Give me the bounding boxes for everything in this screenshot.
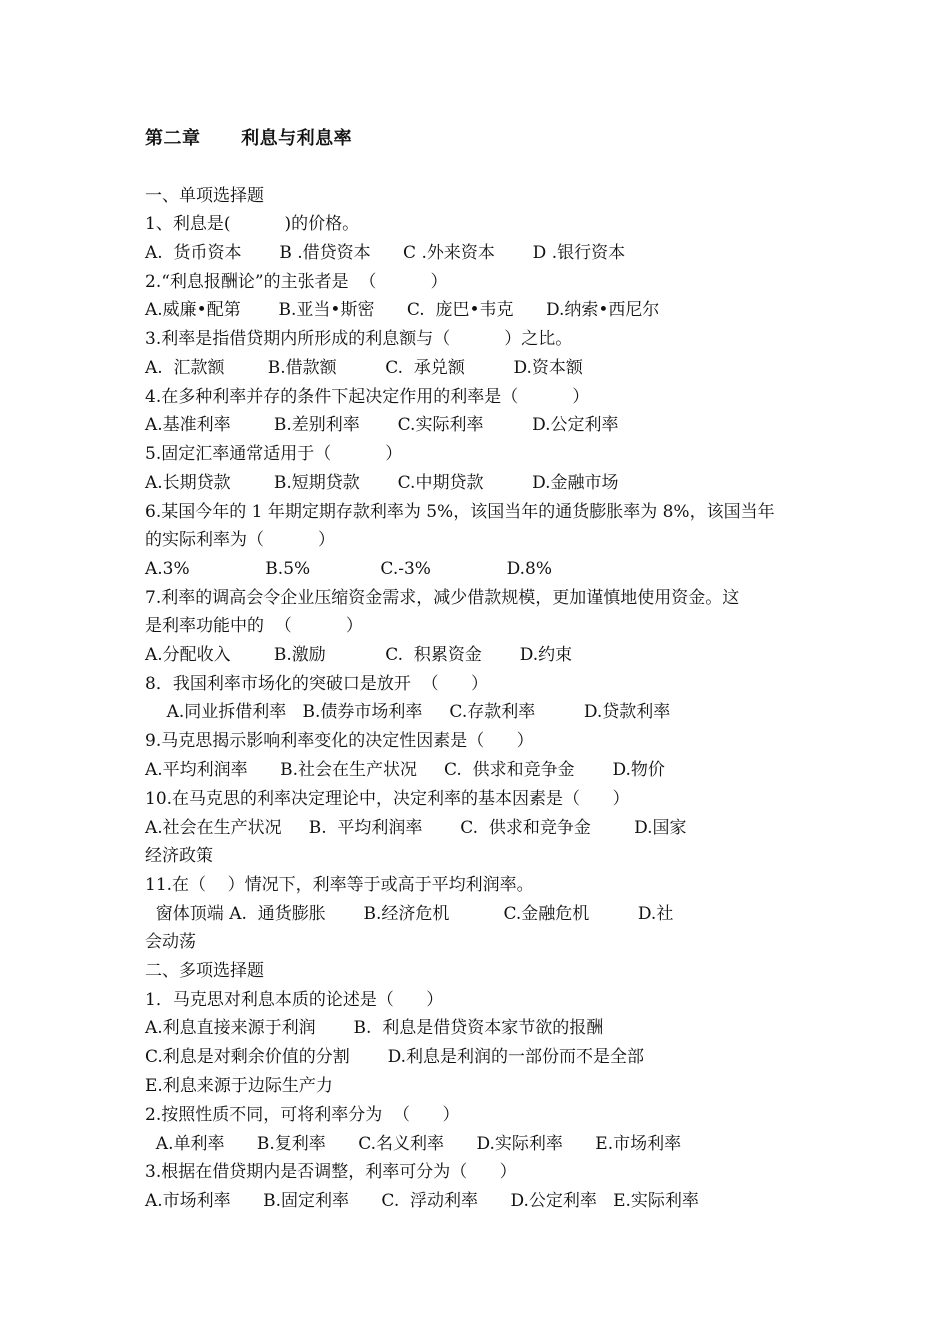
document-line: 2.“利息报酬论”的主张者是 （ ） — [145, 272, 448, 292]
document-line: 8．我国利率市场化的突破口是放开 （ ） — [145, 674, 489, 694]
document-line: 3.利率是指借贷期内所形成的利息额与（ ）之比。 — [145, 329, 573, 349]
document-line: 5.固定汇率通常适用于（ ） — [145, 444, 403, 464]
document-line: 9.马克思揭示影响利率变化的决定性因素是（ ） — [145, 731, 534, 751]
document-line: 1．马克思对利息本质的论述是（ ） — [145, 990, 444, 1010]
document-line: 1、利息是( )的价格。 — [145, 214, 360, 234]
document-line: A.分配收入 B.激励 C. 积累资金 D.约束 — [145, 645, 573, 665]
document-line: 3.根据在借贷期内是否调整，利率可分为（ ） — [145, 1162, 517, 1182]
document-line: 11.在（ ）情况下，利率等于或高于平均利润率。 — [145, 875, 534, 895]
chapter-title: 第二章 利息与利息率 — [145, 128, 353, 149]
document-line: 窗体顶端 A. 通货膨胀 B.经济危机 C.金融危机 D.社 — [145, 904, 674, 924]
document-line: 一、单项选择题 — [145, 186, 264, 206]
document-line: A.平均利润率 B.社会在生产状况 C. 供求和竞争金 D.物价 — [145, 760, 665, 780]
document-line: A.社会在生产状况 B. 平均利润率 C. 供求和竞争金 D.国家 — [145, 818, 687, 838]
document-line: 7.利率的调高会令企业压缩资金需求，减少借款规模，更加谨慎地使用资金。这 — [145, 588, 740, 608]
document-line: E.利息来源于边际生产力 — [145, 1076, 333, 1096]
document-line: 二、多项选择题 — [145, 961, 264, 981]
document-line: 是利率功能中的 （ ） — [145, 616, 363, 636]
document-line: A.市场利率 B.固定利率 C. 浮动利率 D.公定利率 E.实际利率 — [145, 1191, 699, 1211]
document-line: 经济政策 — [145, 846, 213, 866]
document-line: A. 货币资本 B .借贷资本 C .外来资本 D .银行资本 — [145, 243, 626, 263]
document-line: A.基准利率 B.差别利率 C.实际利率 D.公定利率 — [145, 415, 619, 435]
document-line: A.同业拆借利率 B.债券市场利率 C.存款利率 D.贷款利率 — [145, 702, 671, 722]
document-line: C.利息是对剩余价值的分割 D.利息是利润的一部份而不是全部 — [145, 1047, 645, 1067]
document-line: 2.按照性质不同，可将利率分为 （ ） — [145, 1105, 460, 1125]
document-line: A.3% B.5% C.-3% D.8% — [145, 559, 552, 579]
document-line: A. 汇款额 B.借款额 C. 承兑额 D.资本额 — [145, 358, 583, 378]
document-line: A.长期贷款 B.短期贷款 C.中期贷款 D.金融市场 — [145, 473, 619, 493]
document-line: A.威廉•配第 B.亚当•斯密 C. 庞巴•韦克 D.纳索•西尼尔 — [145, 300, 660, 320]
document-line: 的实际利率为（ ） — [145, 530, 336, 550]
document-line: A.单利率 B.复利率 C.名义利率 D.实际利率 E.市场利率 — [145, 1134, 682, 1154]
document-line: 会动荡 — [145, 932, 196, 952]
document-line: 4.在多种利率并存的条件下起决定作用的利率是（ ） — [145, 387, 590, 407]
document-line: 6.某国今年的 1 年期定期存款利率为 5%，该国当年的通货膨胀率为 8%，该国当年 — [145, 502, 775, 522]
document-line: A.利息直接来源于利润 B. 利息是借贷资本家节欲的报酬 — [145, 1018, 604, 1038]
document-line: 10.在马克思的利率决定理论中，决定利率的基本因素是（ ） — [145, 789, 630, 809]
